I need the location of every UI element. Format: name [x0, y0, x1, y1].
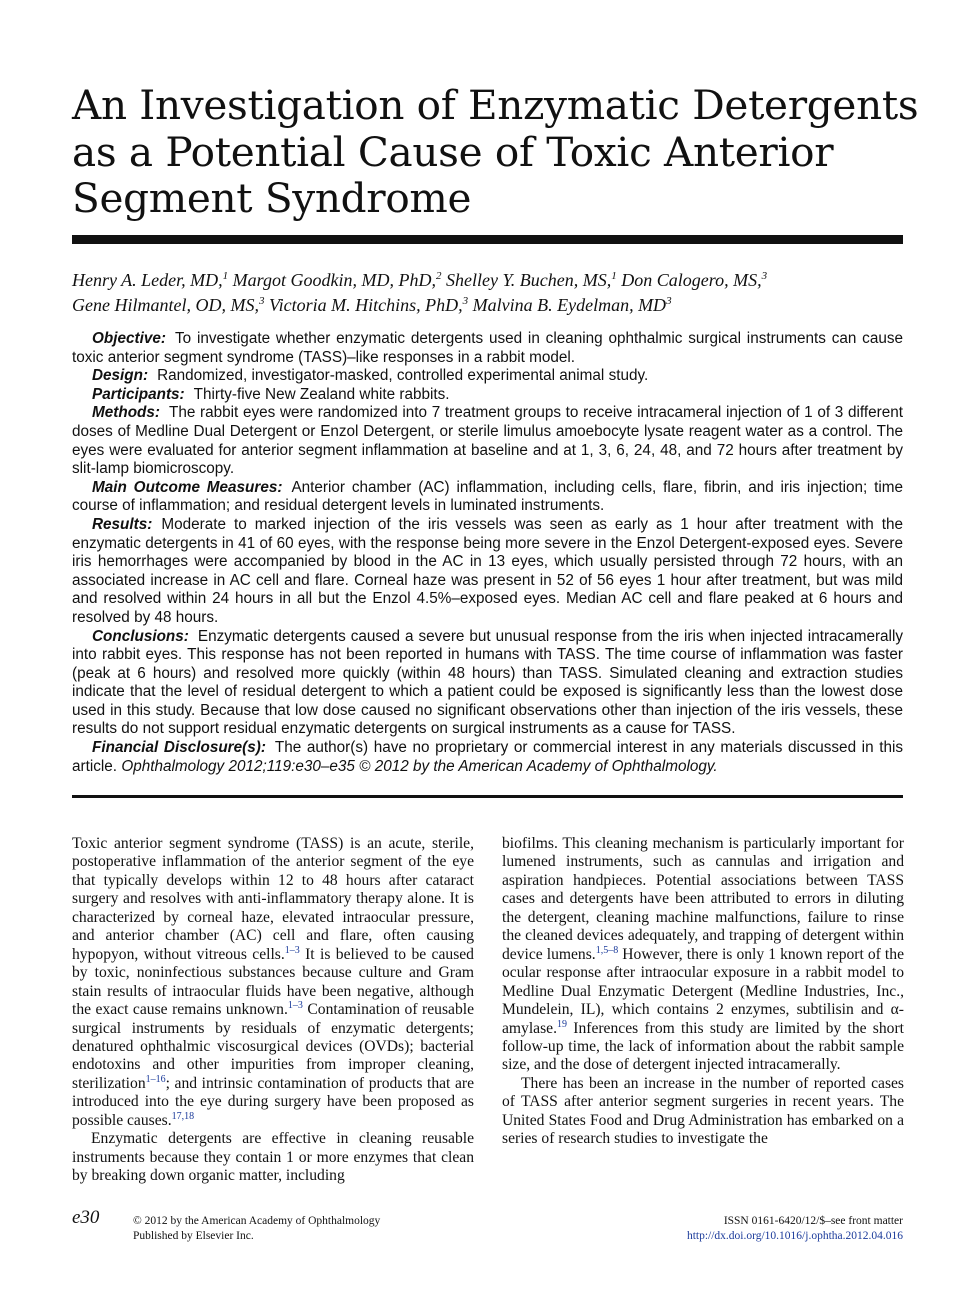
abstract [72, 330, 903, 776]
article-title: An Investigation of Enzymatic Detergents as a Potential Cause of Toxic Anterior Segment Syndrome [72, 81, 919, 222]
abstract-results [72, 516, 903, 628]
body-text: Inferences from this study are limited by the short follow-up time, the lack of information about the rabbit sample size, and the dose of detergent injected intracamerally. [502, 1019, 904, 1074]
affiliation-mark: 3 [462, 295, 469, 307]
abstract-conclusions [72, 628, 903, 740]
section-text: The rabbit eyes were randomized into 7 treatment groups to receive intracameral injection of 1 of 3 different doses of Medline Dual Detergent or Enzol Detergent, or sterile limulus amoebocyte lysate reagent water as a control. The eyes were evaluated for anterior segment inflammation at baseline and at 1, 3, 6, 24, 48, and 72 hours after treatment by slit-lamp biomicroscopy. [72, 404, 903, 478]
section-text: To investigate whether enzymatic detergents used in cleaning ophthalmic surgical instruments can cause toxic anterior segment syndrome (TASS)–like responses in a rabbit model. [72, 330, 903, 366]
author: Henry A. Leder, MD, [72, 270, 223, 290]
abstract-design [72, 367, 903, 386]
affiliation-mark: 1 [222, 270, 229, 282]
section-text: Moderate to marked injection of the iris vessels was seen as early as 1 hour after treatment with the enzymatic detergents in 41 of 60 eyes, with the response being more severe in the Enzol Detergent-exposed eyes. Severe iris hemorrhages were accompanied by blood in the AC in 13 eyes, which usually persisted through 72 hours, with an associated increase in AC cell and flare. Corneal haze was present in 52 of 56 eyes 1 hour after treatment, but was mild and resolved within 24 hours in all but the Enzol 4.5%–exposed eyes. Median AC cell and flare peaked at 6 hours and resolved by 48 hours. [72, 515, 903, 626]
affiliation-mark: 3 [761, 270, 768, 282]
body-text: However, there is only 1 known report of the ocular response after intraocular exposure in a rabbit model to Medline Dual Enzymatic Detergent (Medline Industries, Inc., Mundelein, IL), which contains 2 enzymes, subtilisin and α-amylase. [502, 945, 904, 1037]
reference-link[interactable]: 1–3 [284, 944, 300, 956]
section-label: Conclusions: [92, 627, 189, 645]
author: Don Calogero, MS, [621, 270, 762, 290]
abstract-participants [72, 386, 903, 405]
author-list [72, 266, 922, 316]
body-text: It is believed to be caused by toxic, noninfectious substances because culture and Gram stain results of intraocular fluids have been negative, although the exact cause remains unknown. [72, 945, 474, 1019]
reference-link[interactable]: 1,5–8 [595, 944, 619, 956]
reference-link[interactable]: 1–3 [287, 999, 303, 1011]
abstract-methods [72, 404, 903, 478]
doi-link[interactable]: http://dx.doi.org/10.1016/j.ophtha.2012.04.016 [686, 1230, 903, 1242]
body-paragraph: Enzymatic detergents are effective in cleaning reusable instruments because they contain 1 or more enzymes that clean by breaking down organic matter, including [72, 1130, 474, 1185]
copyright [133, 1214, 380, 1244]
author: Malvina B. Eydelman, MD [472, 295, 667, 315]
section-text: Enzymatic detergents caused a severe but unusual response from the iris when injected intracamerally into rabbit eyes. This response has not been reported in humans with TASS. The time course of inflammation was faster (peak at 6 hours) and resolved more quickly (within 48 hours) than TASS. Simulated cleaning and extraction studies indicate that the level of residual detergent to which a patient could be exposed is significantly less than the lowest dose used in this study. Because that low dose caused no significant observations other than injection of the iris vessels, these results do not support residual enzymatic detergents on surgical instruments as a cause for TASS. [72, 627, 903, 738]
author: Margot Goodkin, MD, PhD, [232, 270, 436, 290]
body-paragraph [72, 835, 474, 1130]
author: Gene Hilmantel, OD, MS, [72, 295, 259, 315]
abstract-rule [72, 795, 903, 798]
section-label: Objective: [92, 330, 166, 347]
body-paragraph: There has been an increase in the number of reported cases of TASS after anterior segment surgeries in recent years. The United States Food and Drug Administration has embarked on a series of research studies to investigate the [502, 1074, 904, 1148]
copyright-line: © 2012 by the American Academy of Ophthalmology [133, 1215, 381, 1227]
section-text: Anterior chamber (AC) inflammation, including cells, flare, fibrin, and iris injection; time course of inflammation; and residual detergent levels in luminated instruments. [72, 478, 903, 515]
abstract-disclosure [72, 739, 903, 776]
title-rule [72, 235, 903, 244]
citation: Ophthalmology 2012;119:e30–e35 © 2012 by the American Academy of Ophthalmology. [121, 757, 718, 775]
author: Shelley Y. Buchen, MS, [445, 270, 612, 290]
body-text: ; and intrinsic contamination of products that are introduced into the eye during surgery have been proposed as possible causes. [72, 1074, 474, 1129]
section-text: Thirty-five New Zealand white rabbits. [193, 385, 450, 403]
body-text: Contamination of reusable surgical instruments by residuals of enzymatic detergents; denatured ophthalmic viscosurgical devices (OVDs); bacterial endotoxins and other impurities from improper cleaning, sterilization [72, 1001, 474, 1092]
section-label: Methods: [92, 404, 160, 422]
body-text: Toxic anterior segment syndrome (TASS) is an acute, sterile, postoperative inflammation of the anterior segment of the eye that typically develops within 12 to 48 hours after cataract surgery and resolves with anti-inflammatory therapy alone. It is characterized by corneal haze, elevated intraocular pressure, and anterior chamber (AC) cell and flare, often causing hypopyon, without vitreous cells. [72, 835, 474, 963]
page-footer [72, 1207, 903, 1250]
issn-block [687, 1214, 903, 1244]
affiliation-mark: 3 [258, 295, 265, 307]
abstract-measures [72, 479, 903, 516]
reference-link[interactable]: 17,18 [171, 1110, 195, 1122]
author: Victoria M. Hitchins, PhD, [268, 295, 463, 315]
body-column-right [502, 835, 904, 1149]
issn-line: ISSN 0161-6420/12/$–see front matter [723, 1215, 903, 1227]
section-label: Participants: [92, 385, 185, 403]
body-paragraph [502, 835, 904, 1075]
reference-link[interactable]: 19 [557, 1018, 567, 1030]
section-text: The author(s) have no proprietary or commercial interest in any materials discussed in this article. [72, 739, 903, 775]
body-column-left [72, 835, 474, 1186]
section-label: Results: [92, 515, 153, 533]
section-text: Randomized, investigator-masked, controlled experimental animal study. [157, 367, 649, 385]
page-number: e30 [72, 1207, 100, 1228]
affiliation-mark: 1 [611, 270, 617, 282]
affiliation-mark: 3 [666, 295, 672, 307]
section-label: Design: [92, 367, 149, 385]
abstract-objective [72, 330, 903, 367]
reference-link[interactable]: 1–16 [145, 1073, 166, 1085]
body-text: biofilms. This cleaning mechanism is particularly important for lumened instruments, such as cannulas and irrigation and aspiration handpieces. Potential associations between TASS cases and detergents have been attributed to errors in diluting the detergent, cleaning machine malfunctions, failure to rinse the cleaned devices adequately, and trapping of detergent within device lumens. [502, 835, 904, 963]
section-label: Main Outcome Measures: [92, 478, 283, 496]
publisher-line: Published by Elsevier Inc. [133, 1230, 254, 1242]
affiliation-mark: 2 [435, 270, 442, 282]
section-label: Financial Disclosure(s): [92, 739, 266, 757]
